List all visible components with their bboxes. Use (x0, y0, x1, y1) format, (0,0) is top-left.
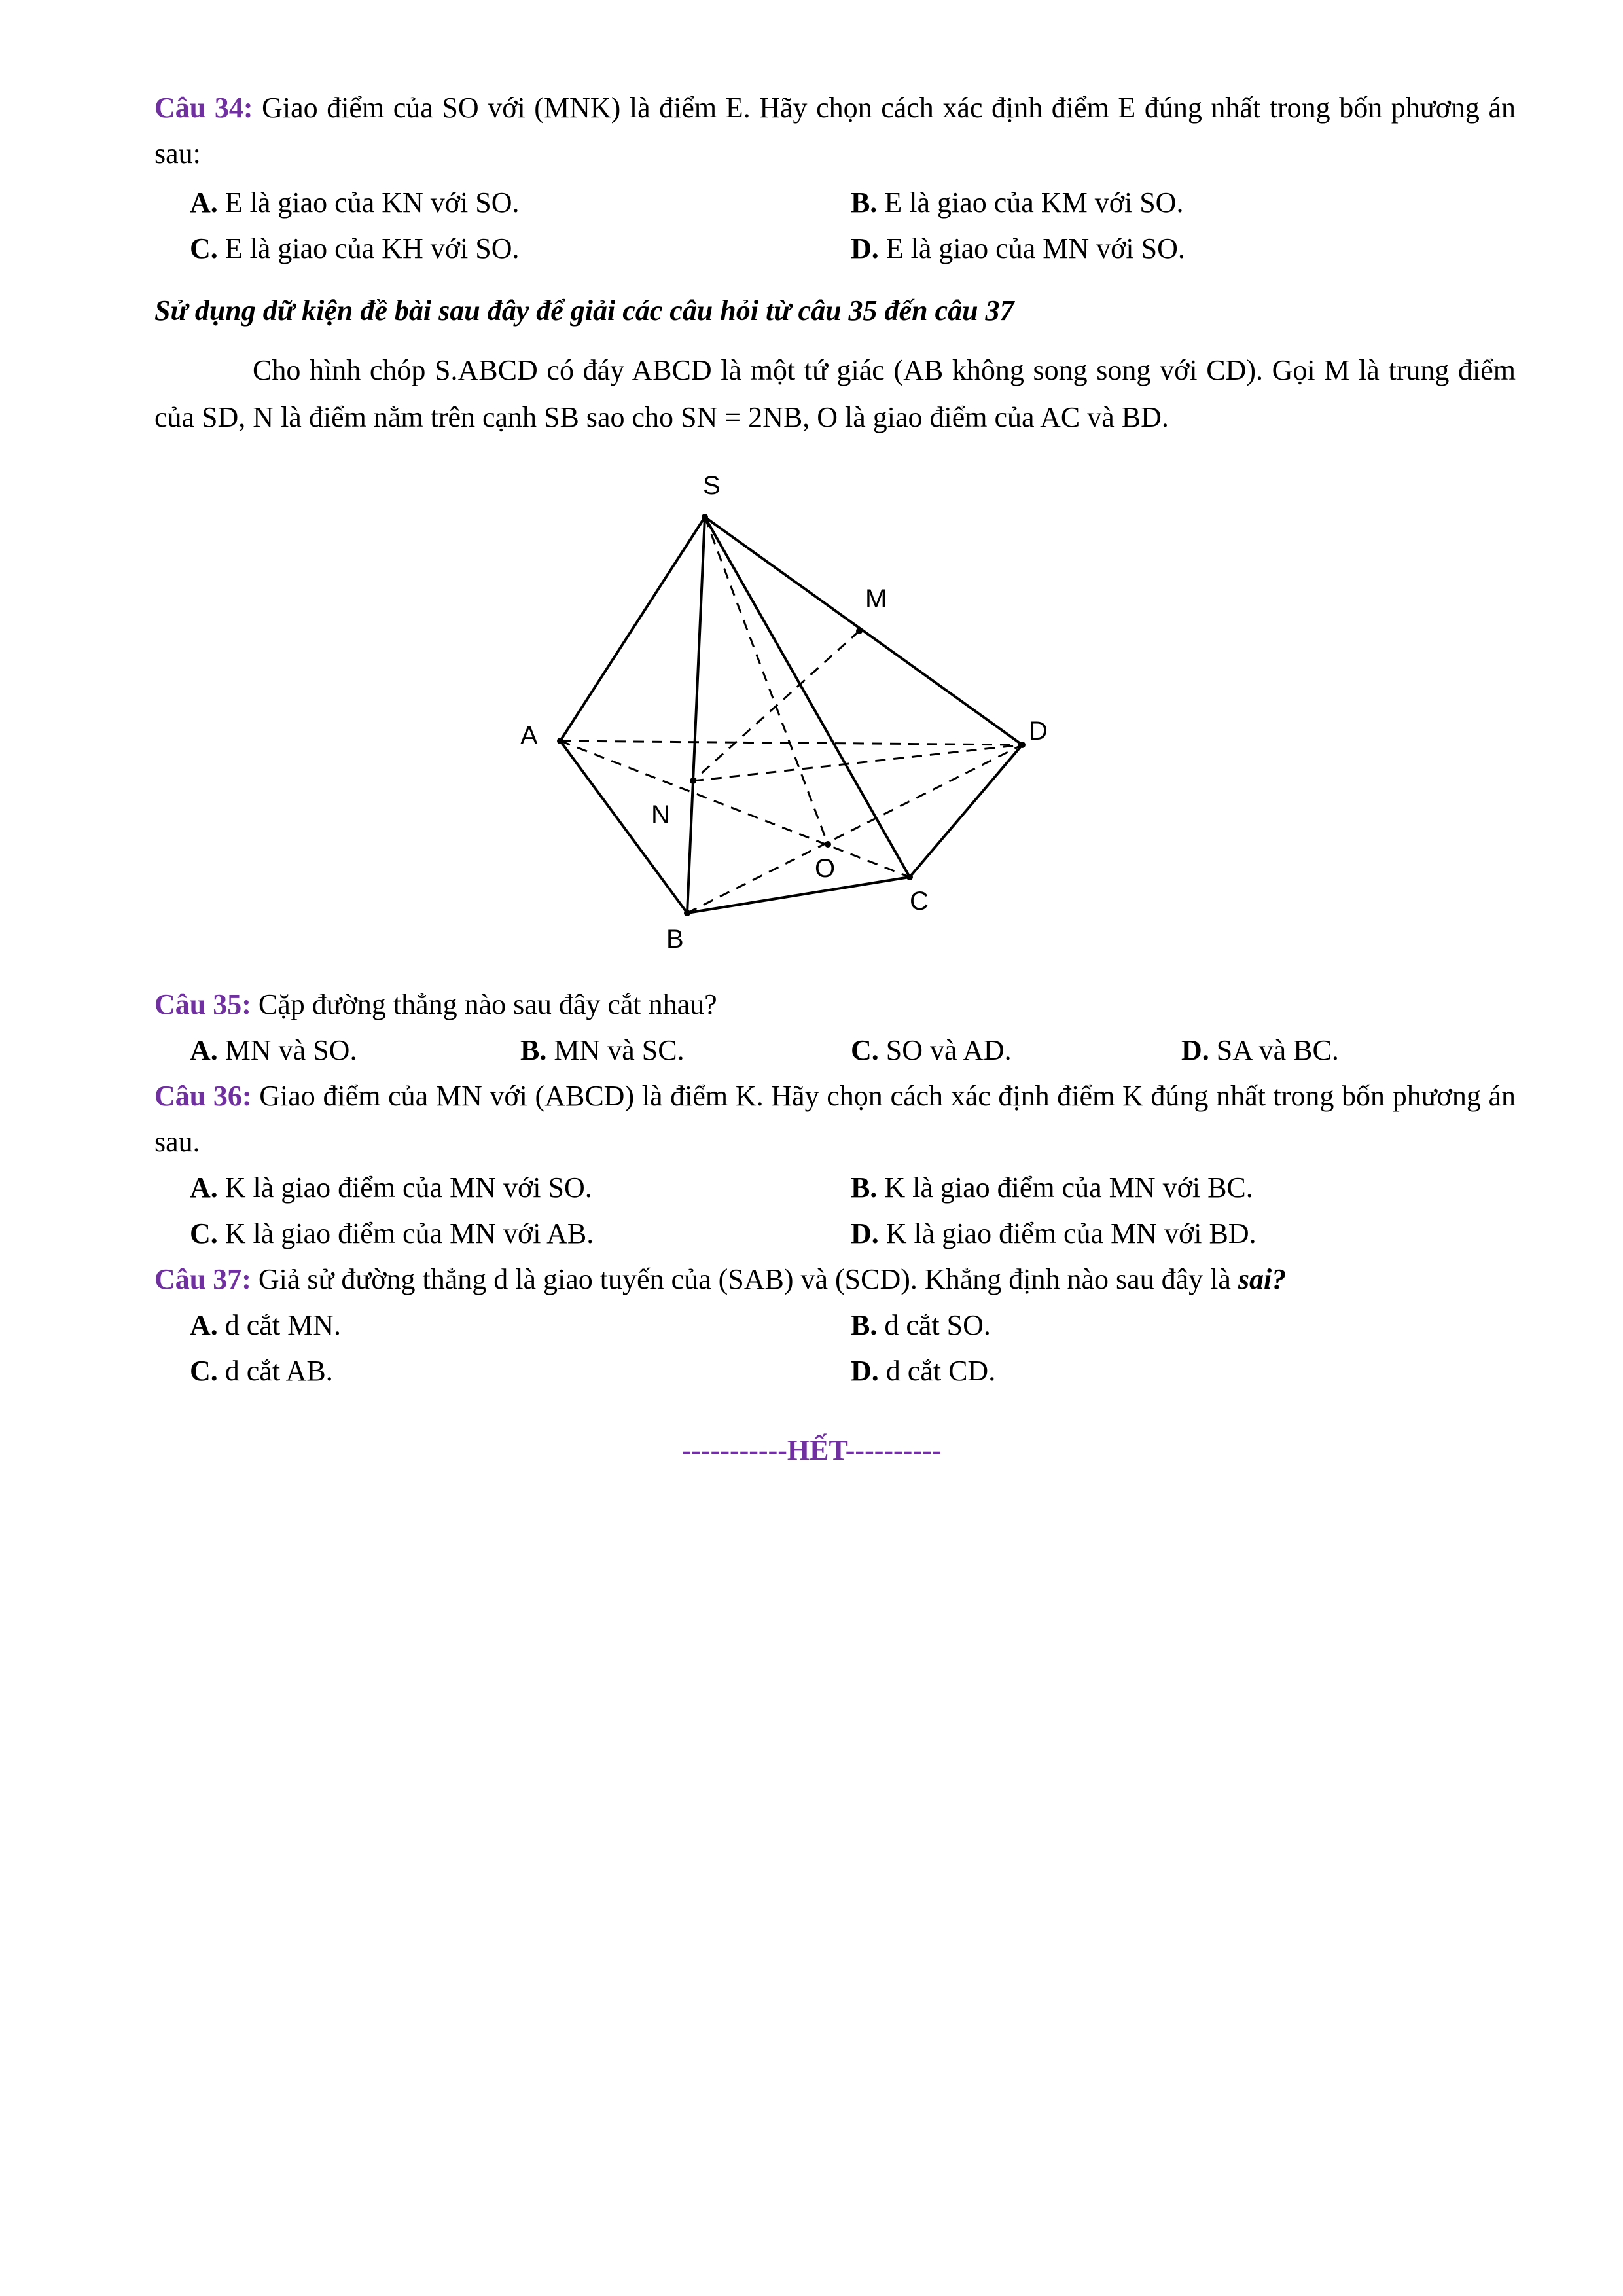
question-text: Giao điểm của MN với (ABCD) là điểm K. Hãy chọn cách xác định điểm K đúng nhất trong bốn phương án sau. (154, 1080, 1516, 1158)
question-37 (154, 1257, 1516, 1302)
label-C: C (910, 887, 929, 916)
q35-option-a[interactable]: A. MN và SO. (190, 1034, 357, 1066)
line-ND-hidden (693, 745, 1022, 781)
q37-option-c[interactable]: C. d cắt AB. (190, 1355, 333, 1387)
question-label: Câu 35: (154, 988, 251, 1020)
question-emphasis: sai? (1238, 1263, 1287, 1295)
q34-option-b[interactable]: B. E là giao của KM với SO. (851, 187, 1184, 219)
question-36 (154, 1073, 1516, 1165)
edge-SC (705, 517, 910, 877)
q36-option-d[interactable]: D. K là giao điểm của MN với BD. (851, 1217, 1257, 1249)
edge-SD (705, 517, 1022, 745)
question-label: Câu 37: (154, 1263, 251, 1295)
q34-option-a[interactable]: A. E là giao của KN với SO. (190, 187, 520, 219)
edge-CD (910, 745, 1022, 877)
q37-option-b[interactable]: B. d cắt SO. (851, 1309, 991, 1341)
q34-option-c[interactable]: C. E là giao của KH với SO. (190, 232, 520, 264)
problem-statement: Cho hình chóp S.ABCD có đáy ABCD là một tứ giác (AB không song song với CD). Gọi M là trung điểm của SD, N là điểm nằm trên cạnh SB sao cho SN = 2NB, O là giao điểm của AC và BD. (154, 354, 1516, 433)
label-D: D (1029, 717, 1048, 745)
edge-SA (560, 517, 705, 741)
section-heading: Sử dụng dữ kiện đề bài sau đây để giải các câu hỏi từ câu 35 đến câu 37 (154, 295, 1014, 327)
question-label: Câu 36: (154, 1080, 252, 1112)
q37-option-d[interactable]: D. d cắt CD. (851, 1355, 996, 1387)
label-S: S (703, 471, 721, 500)
label-A: A (520, 721, 538, 750)
label-B: B (666, 925, 684, 954)
q36-option-b[interactable]: B. K là giao điểm của MN với BC. (851, 1172, 1253, 1204)
q35-option-c[interactable]: C. SO và AD. (851, 1034, 1012, 1066)
edge-SB (687, 517, 705, 913)
q34-option-d[interactable]: D. E là giao của MN với SO. (851, 232, 1185, 264)
q35-option-d[interactable]: D. SA và BC. (1181, 1034, 1339, 1066)
question-35 (154, 982, 1516, 1028)
q35-option-b[interactable]: B. MN và SC. (520, 1034, 685, 1066)
end-marker: -----------HẾT---------- (681, 1434, 942, 1466)
label-M: M (865, 584, 887, 613)
line-MN-hidden (693, 631, 859, 781)
q36-option-a[interactable]: A. K là giao điểm của MN với SO. (190, 1172, 592, 1204)
q36-option-c[interactable]: C. K là giao điểm của MN với AB. (190, 1217, 594, 1249)
question-text: Cặp đường thẳng nào sau đây cắt nhau? (258, 988, 717, 1020)
question-text: Giả sử đường thẳng d là giao tuyến của (SAB) và (SCD). Khẳng định nào sau đây là (258, 1263, 1231, 1295)
question-text: Giao điểm của SO với (MNK) là điểm E. Hãy chọn cách xác định điểm E đúng nhất trong bốn phương án sau: (154, 92, 1516, 170)
line-SO-hidden (705, 517, 828, 844)
label-O: O (815, 854, 836, 883)
label-N: N (651, 800, 670, 829)
line-BD-hidden (687, 745, 1022, 913)
line-AC-hidden (560, 741, 910, 877)
q37-option-a[interactable]: A. d cắt MN. (190, 1309, 341, 1341)
question-label: Câu 34: (154, 92, 253, 124)
edge-BC (687, 877, 910, 913)
